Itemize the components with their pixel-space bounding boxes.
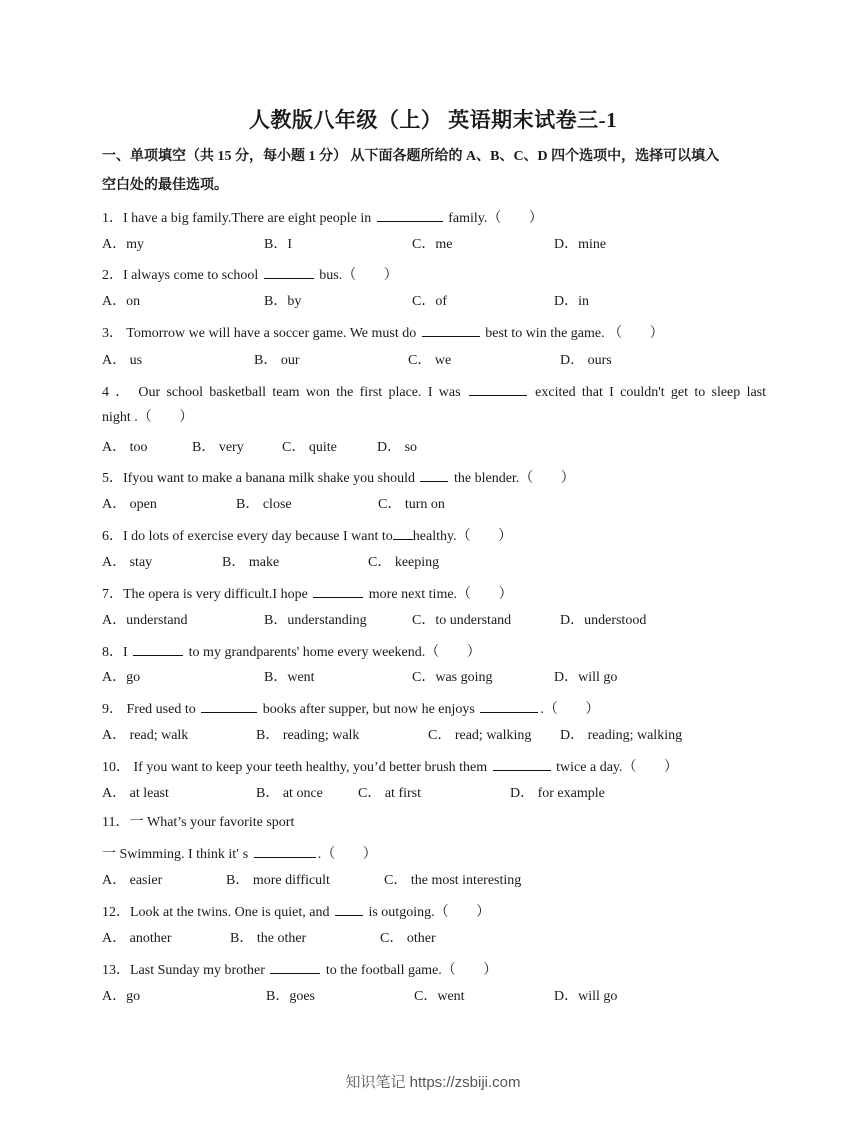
option-c: C． other	[380, 931, 436, 946]
question-text: 8．I	[102, 645, 128, 660]
option-d: D．mine	[554, 237, 607, 252]
question-text: 12．Look at the twins. One is quiet, and	[102, 905, 330, 920]
answer-paren: ）	[383, 268, 398, 283]
question-text: .（	[317, 847, 336, 862]
question-2	[102, 264, 792, 285]
option-b: B． make	[222, 555, 280, 570]
answer-blank	[493, 756, 551, 771]
option-b: B． more difficult	[226, 873, 330, 888]
answer-blank	[393, 525, 413, 540]
answer-blank	[313, 583, 363, 598]
answer-paren: ）	[528, 211, 543, 226]
option-d: D． ours	[560, 353, 612, 368]
answer-paren: ）	[649, 326, 664, 341]
answer-blank	[264, 264, 314, 279]
question-text: 1．I have a big family.There are eight people in	[102, 211, 372, 226]
question-text: to my grandparents' home every weekend.（	[188, 645, 440, 660]
answer-paren: ）	[585, 702, 600, 717]
option-c: C．me	[412, 237, 453, 252]
question-text: 13．Last Sunday my brother	[102, 963, 265, 978]
option-d: D． for example	[510, 786, 605, 801]
question-text: 9． Fred used to	[102, 702, 196, 717]
option-b: B．went	[264, 670, 315, 685]
question-5	[102, 467, 792, 488]
question-text: the blender.（	[453, 471, 534, 486]
option-d: D．in	[554, 294, 589, 309]
option-a: A．go	[102, 670, 141, 685]
option-d: D． so	[377, 440, 418, 455]
question-text: books after supper, but now he enjoys	[262, 702, 475, 717]
question-4-line2	[102, 409, 792, 427]
footer-watermark: 知识笔记 https://zsbiji.com	[345, 1074, 521, 1091]
option-c: C． quite	[282, 440, 337, 455]
answer-blank	[469, 381, 527, 396]
answer-blank	[377, 207, 443, 222]
question-13	[102, 959, 792, 980]
question-text: best to win the game. （	[485, 326, 623, 341]
option-c: C． read; walking	[428, 728, 532, 743]
option-d: D． reading; walking	[560, 728, 683, 743]
question-4	[102, 381, 766, 402]
option-b: B． close	[236, 497, 292, 512]
option-a: A． at least	[102, 786, 169, 801]
question-text: excited that I couldn't get to sleep last	[535, 385, 767, 400]
option-c: C．to understand	[412, 613, 512, 628]
option-b: B． our	[254, 353, 300, 368]
option-c: C． we	[408, 353, 452, 368]
question-text: .（	[540, 702, 558, 717]
option-b: B．goes	[266, 989, 315, 1004]
answer-blank	[133, 641, 183, 656]
answer-paren: ）	[179, 410, 194, 425]
question-6	[102, 525, 792, 546]
question-text: 2．I always come to school	[102, 268, 259, 283]
option-a: A． read; walk	[102, 728, 189, 743]
question-text: night .（	[102, 410, 152, 425]
answer-paren: ）	[483, 963, 498, 978]
answer-blank	[254, 843, 316, 858]
option-c: C．went	[414, 989, 465, 1004]
answer-paren: ）	[476, 905, 491, 920]
section-heading-line1: 一、单项填空（共 15 分，每小题 1 分） 从下面各题所给的 A、B、C、D 四个选项中，选择可以填入	[102, 149, 720, 164]
option-c: C． turn on	[378, 497, 445, 512]
question-1	[102, 207, 792, 228]
option-a: A． too	[102, 440, 148, 455]
answer-blank	[422, 322, 480, 337]
question-8	[102, 641, 792, 662]
option-c: C． at first	[358, 786, 421, 801]
question-11-line2	[102, 843, 792, 864]
question-text: to the football game.（	[325, 963, 456, 978]
question-text: 3． Tomorrow we will have a soccer game. We must do	[102, 326, 417, 341]
question-text: family.（	[448, 211, 502, 226]
option-d: D．understood	[560, 613, 647, 628]
option-b: B． at once	[256, 786, 323, 801]
answer-blank	[420, 467, 448, 482]
option-b: B． the other	[230, 931, 307, 946]
answer-blank	[201, 698, 257, 713]
option-a: A． another	[102, 931, 172, 946]
answer-paren: ）	[664, 760, 679, 775]
section-heading-line2: 空白处的最佳选项。	[102, 178, 228, 193]
question-text: 5．Ifyou want to make a banana milk shake you should	[102, 471, 415, 486]
question-text: more next time.（	[368, 587, 472, 602]
question-text: 6．I do lots of exercise every day because I want to	[102, 529, 393, 544]
option-b: B．understanding	[264, 613, 367, 628]
question-text: 10． If you want to keep your teeth healthy, you’d better brush them	[102, 760, 488, 775]
option-a: A．go	[102, 989, 141, 1004]
option-c: C． keeping	[368, 555, 440, 570]
option-a: A．understand	[102, 613, 188, 628]
question-text: 一 Swimming. I think it′ s	[102, 847, 249, 862]
answer-blank	[480, 698, 538, 713]
option-d: D．will go	[554, 989, 618, 1004]
answer-blank	[335, 901, 363, 916]
question-text: 7．The opera is very difficult.I hope	[102, 587, 308, 602]
option-a: A．on	[102, 294, 141, 309]
option-a: A．my	[102, 237, 144, 252]
question-text: healthy.（	[412, 529, 471, 544]
question-9	[102, 698, 792, 719]
option-b: B． very	[192, 440, 244, 455]
option-c: C． the most interesting	[384, 873, 522, 888]
answer-paren: ）	[362, 847, 377, 862]
question-text: 11．一 What’s your favorite sport	[102, 815, 295, 830]
answer-paren: ）	[498, 529, 513, 544]
answer-paren: ）	[498, 587, 513, 602]
answer-paren: ）	[466, 645, 481, 660]
question-7	[102, 583, 792, 604]
page-title: 人教版八年级（上） 英语期末试卷三-1	[248, 108, 618, 132]
option-a: A． open	[102, 497, 157, 512]
option-a: A． stay	[102, 555, 153, 570]
option-b: B．by	[264, 294, 302, 309]
question-text: twice a day.（	[556, 760, 637, 775]
option-b: B．I	[264, 237, 292, 252]
question-text: 4 ． Our school basketball team won the first place. I was	[102, 385, 461, 400]
option-c: C．of	[412, 294, 447, 309]
option-a: A． us	[102, 353, 143, 368]
option-c: C．was going	[412, 670, 493, 685]
answer-paren: ）	[560, 471, 575, 486]
question-12	[102, 901, 792, 922]
question-text: bus.（	[319, 268, 357, 283]
question-11	[102, 814, 792, 832]
option-b: B． reading; walk	[256, 728, 360, 743]
question-text: is outgoing.（	[368, 905, 449, 920]
question-3	[102, 322, 792, 343]
question-10	[102, 756, 792, 777]
option-a: A． easier	[102, 873, 163, 888]
answer-blank	[270, 959, 320, 974]
option-d: D．will go	[554, 670, 618, 685]
